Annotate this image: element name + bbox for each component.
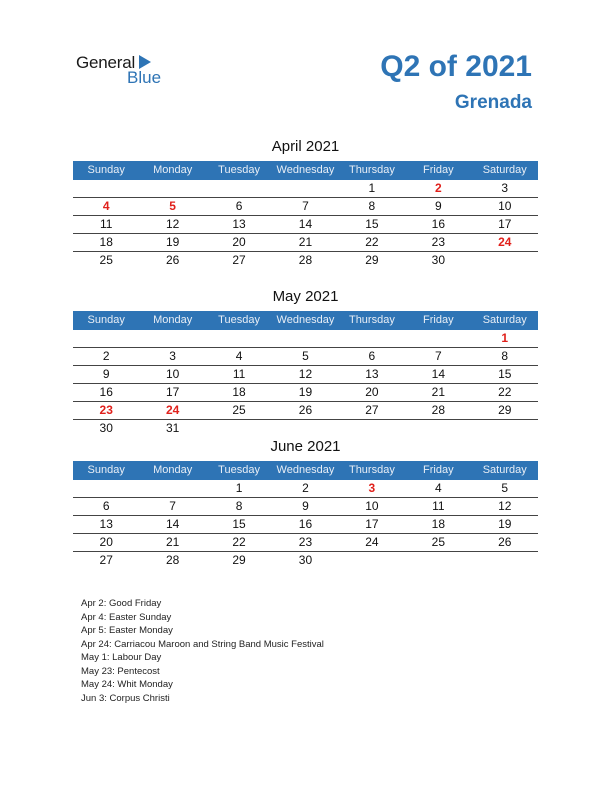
day-cell: 29 bbox=[498, 403, 512, 417]
day-cell: 26 bbox=[498, 535, 512, 549]
day-cell bbox=[206, 180, 272, 197]
day-cell: 13 bbox=[99, 517, 113, 531]
weekday-label: Saturday bbox=[482, 164, 527, 176]
month-title: May 2021 bbox=[272, 288, 339, 305]
month-title: June 2021 bbox=[270, 438, 341, 455]
day-cell: 4 bbox=[235, 349, 243, 363]
day-cell: 18 bbox=[431, 517, 445, 531]
day-cell: 8 bbox=[368, 199, 376, 213]
weekday-label: Wednesday bbox=[276, 314, 335, 326]
weekday-label: Tuesday bbox=[218, 314, 260, 326]
weekday-label: Thursday bbox=[348, 314, 395, 326]
day-cell: 11 bbox=[232, 367, 246, 381]
day-cell: 29 bbox=[365, 253, 379, 267]
day-cell: 4 bbox=[434, 481, 442, 495]
day-cell: 3 bbox=[501, 181, 509, 195]
day-cell: 21 bbox=[298, 235, 313, 249]
day-cell: 5 bbox=[302, 349, 309, 363]
week-row bbox=[73, 480, 538, 498]
week-row bbox=[73, 498, 538, 516]
week-row bbox=[73, 402, 538, 420]
weekday-label: Thursday bbox=[348, 164, 395, 176]
day-cell: 7 bbox=[302, 199, 309, 213]
day-cell bbox=[73, 330, 139, 347]
day-cell: 9 bbox=[302, 499, 309, 513]
logo bbox=[76, 53, 162, 87]
weekday-label: Wednesday bbox=[276, 464, 335, 476]
day-cell bbox=[73, 180, 139, 197]
day-cell bbox=[272, 180, 338, 197]
day-cell: 22 bbox=[365, 235, 379, 249]
day-cell: 18 bbox=[232, 385, 246, 399]
day-cell: 11 bbox=[432, 499, 445, 513]
day-cell: 15 bbox=[498, 367, 512, 381]
page-title: Q2 of 2021 bbox=[380, 50, 532, 83]
holiday-note: Apr 4: Easter Sunday bbox=[81, 611, 172, 623]
weekday-label: Friday bbox=[423, 464, 454, 476]
day-cell: 28 bbox=[298, 253, 313, 267]
day-cell: 22 bbox=[232, 535, 246, 549]
day-cell bbox=[73, 480, 139, 497]
day-cell: 12 bbox=[498, 499, 512, 513]
day-cell: 27 bbox=[232, 253, 246, 267]
day-cell: 17 bbox=[365, 517, 379, 531]
day-cell bbox=[405, 552, 471, 569]
week-row bbox=[73, 216, 538, 234]
day-cell: 27 bbox=[365, 403, 379, 417]
day-cell: 25 bbox=[99, 253, 113, 267]
day-cell: 3 bbox=[169, 349, 176, 363]
weekday-label: Wednesday bbox=[276, 164, 335, 176]
day-cell: 2 bbox=[434, 181, 442, 195]
week-row bbox=[73, 516, 538, 534]
day-cell: 20 bbox=[99, 535, 113, 549]
day-cell: 20 bbox=[232, 235, 246, 249]
holiday-note: Apr 24: Carriacou Maroon and String Band Music Festival bbox=[81, 638, 324, 650]
weekday-label: Saturday bbox=[482, 464, 527, 476]
month-april bbox=[73, 137, 538, 269]
day-cell: 7 bbox=[434, 349, 442, 363]
day-cell bbox=[139, 330, 205, 347]
day-cell bbox=[472, 552, 538, 569]
day-cell bbox=[139, 480, 205, 497]
weekday-label: Monday bbox=[153, 464, 193, 476]
month-may bbox=[73, 287, 538, 437]
day-cell bbox=[472, 420, 538, 437]
logo-flag-icon bbox=[139, 55, 151, 69]
day-cell bbox=[339, 420, 405, 437]
day-cell: 13 bbox=[365, 367, 379, 381]
day-cell: 29 bbox=[232, 553, 246, 567]
holiday-note: May 23: Pentecost bbox=[81, 665, 160, 677]
logo-general-text: General bbox=[76, 53, 136, 72]
weekday-label: Tuesday bbox=[218, 464, 260, 476]
weekday-label: Monday bbox=[153, 164, 193, 176]
day-cell: 25 bbox=[232, 403, 246, 417]
country-name: Grenada bbox=[454, 92, 532, 113]
month-june bbox=[73, 437, 538, 569]
day-cell: 16 bbox=[99, 385, 113, 399]
weekday-label: Monday bbox=[153, 314, 193, 326]
week-row bbox=[73, 180, 538, 198]
day-cell bbox=[206, 420, 272, 437]
day-cell: 27 bbox=[99, 553, 113, 567]
day-cell: 21 bbox=[431, 385, 445, 399]
week-row bbox=[73, 384, 538, 402]
day-cell: 24 bbox=[165, 403, 180, 417]
day-cell: 24 bbox=[365, 535, 379, 549]
month-title: April 2021 bbox=[271, 138, 340, 155]
day-cell: 2 bbox=[302, 481, 309, 495]
holiday-note: Apr 2: Good Friday bbox=[81, 598, 162, 609]
day-cell: 23 bbox=[431, 235, 445, 249]
weekday-label: Tuesday bbox=[218, 164, 260, 176]
day-cell: 12 bbox=[165, 217, 180, 231]
day-cell: 8 bbox=[235, 499, 243, 513]
day-cell: 3 bbox=[368, 481, 376, 495]
day-cell: 1 bbox=[501, 331, 509, 345]
day-cell: 28 bbox=[165, 553, 180, 567]
week-row bbox=[73, 348, 538, 366]
day-cell: 24 bbox=[498, 235, 512, 249]
day-cell bbox=[405, 420, 471, 437]
day-cell: 19 bbox=[298, 385, 313, 399]
logo-blue-text: Blue bbox=[127, 68, 162, 87]
day-cell: 22 bbox=[498, 385, 512, 399]
day-cell: 10 bbox=[365, 499, 379, 513]
day-cell: 14 bbox=[298, 217, 313, 231]
day-cell: 18 bbox=[99, 235, 113, 249]
holiday-notes bbox=[81, 597, 324, 705]
day-cell: 30 bbox=[431, 253, 445, 267]
day-cell: 13 bbox=[232, 217, 246, 231]
day-cell: 21 bbox=[165, 535, 180, 549]
weekday-label: Sunday bbox=[87, 464, 125, 476]
day-cell bbox=[272, 420, 338, 437]
week-row bbox=[73, 330, 538, 348]
weekday-label: Sunday bbox=[87, 314, 125, 326]
day-cell: 19 bbox=[165, 235, 180, 249]
day-cell: 17 bbox=[498, 217, 512, 231]
day-cell: 15 bbox=[232, 517, 246, 531]
day-cell bbox=[206, 330, 272, 347]
week-row bbox=[73, 420, 538, 437]
day-cell: 28 bbox=[431, 403, 445, 417]
day-cell: 14 bbox=[431, 367, 445, 381]
week-row bbox=[73, 234, 538, 252]
day-cell: 23 bbox=[99, 403, 113, 417]
weekday-label: Sunday bbox=[87, 164, 125, 176]
day-cell: 31 bbox=[165, 421, 180, 435]
day-cell bbox=[139, 180, 205, 197]
day-cell bbox=[339, 330, 405, 347]
day-cell: 4 bbox=[102, 199, 110, 213]
weekday-header bbox=[73, 311, 538, 330]
week-row bbox=[73, 552, 538, 569]
day-cell bbox=[339, 552, 405, 569]
day-cell: 16 bbox=[431, 217, 445, 231]
day-cell: 26 bbox=[298, 403, 313, 417]
day-cell: 9 bbox=[102, 367, 110, 381]
day-cell: 30 bbox=[298, 553, 313, 567]
day-cell: 23 bbox=[298, 535, 313, 549]
week-row bbox=[73, 366, 538, 384]
weekday-label: Saturday bbox=[482, 314, 527, 326]
holiday-note: Apr 5: Easter Monday bbox=[81, 625, 173, 636]
weekday-header bbox=[73, 461, 538, 480]
day-cell bbox=[405, 330, 471, 347]
weekday-label: Thursday bbox=[348, 464, 395, 476]
day-cell: 26 bbox=[165, 253, 180, 267]
holiday-note: Jun 3: Corpus Christi bbox=[81, 692, 170, 704]
day-cell: 8 bbox=[501, 349, 509, 363]
day-cell: 7 bbox=[169, 499, 176, 513]
day-cell: 6 bbox=[235, 199, 243, 213]
day-cell: 6 bbox=[102, 499, 110, 513]
day-cell: 11 bbox=[99, 217, 113, 231]
day-cell: 16 bbox=[298, 517, 313, 531]
day-cell: 6 bbox=[368, 349, 376, 363]
day-cell: 5 bbox=[169, 199, 176, 213]
day-cell: 9 bbox=[434, 199, 442, 213]
day-cell: 1 bbox=[235, 481, 243, 495]
week-row bbox=[73, 534, 538, 552]
day-cell bbox=[272, 330, 338, 347]
day-cell bbox=[472, 252, 538, 269]
week-row bbox=[73, 198, 538, 216]
weekday-label: Friday bbox=[423, 164, 454, 176]
day-cell: 2 bbox=[102, 349, 110, 363]
weekday-label: Friday bbox=[423, 314, 454, 326]
day-cell: 1 bbox=[368, 181, 376, 195]
holiday-note: May 24: Whit Monday bbox=[81, 679, 173, 690]
day-cell: 12 bbox=[298, 367, 313, 381]
day-cell: 5 bbox=[501, 481, 509, 495]
day-cell: 10 bbox=[498, 199, 512, 213]
day-cell: 14 bbox=[165, 517, 180, 531]
day-cell: 20 bbox=[365, 385, 379, 399]
holiday-note: May 1: Labour Day bbox=[81, 652, 162, 663]
day-cell: 30 bbox=[99, 421, 113, 435]
day-cell: 15 bbox=[365, 217, 379, 231]
weekday-header bbox=[73, 161, 538, 180]
day-cell: 17 bbox=[165, 385, 180, 399]
week-row bbox=[73, 252, 538, 269]
day-cell: 19 bbox=[498, 517, 512, 531]
day-cell: 25 bbox=[431, 535, 445, 549]
day-cell: 10 bbox=[165, 367, 180, 381]
